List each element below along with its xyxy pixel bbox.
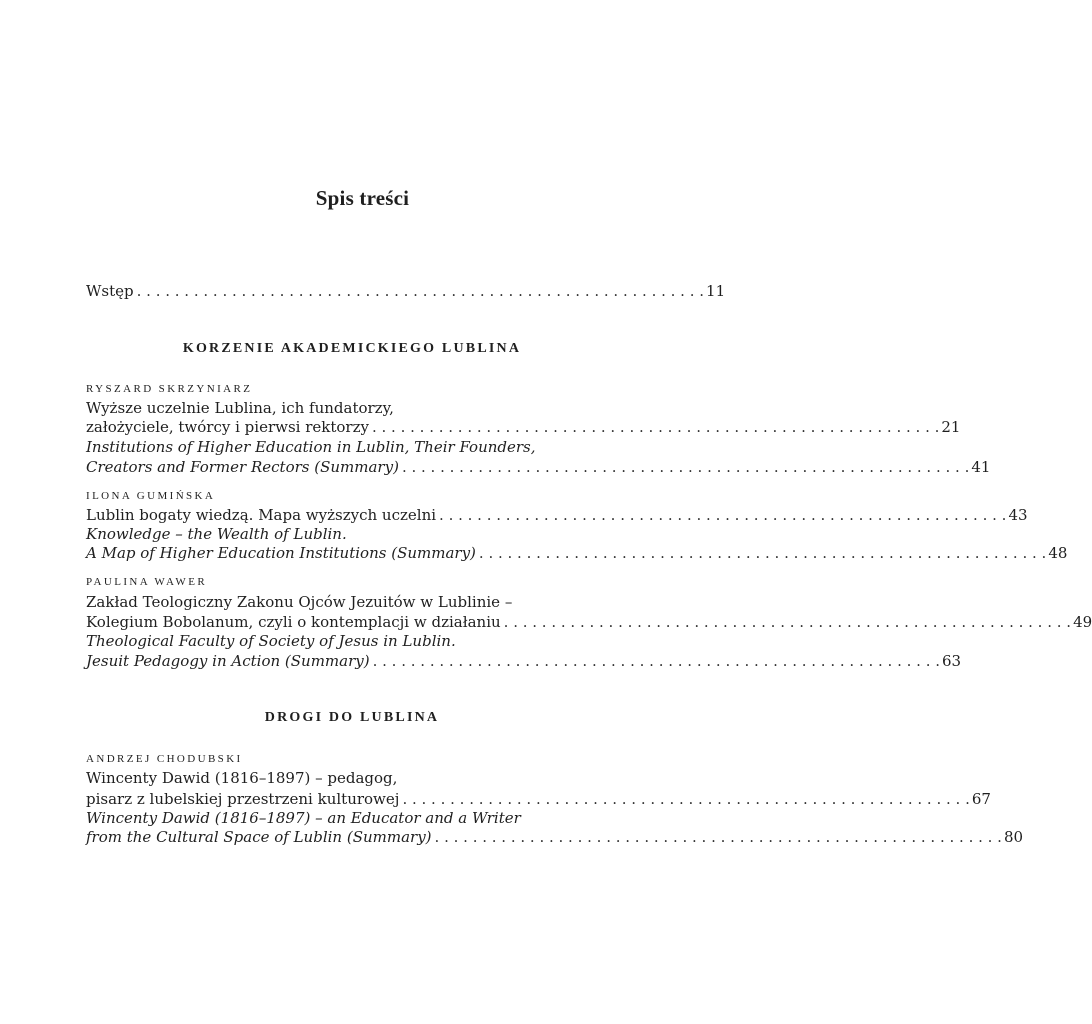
leader-dots: . . . . . . . . . . . . . . . . . . . . . . . . . . . . . . . . . . . . . . . . . . . . . . . . . . . . . . . . . . . . <box>434 828 1002 846</box>
toc-summary[interactable] <box>86 828 1024 847</box>
page-number: 43 <box>1008 506 1028 524</box>
entry-title: Wincenty Dawid (1816–1897) – pedagog, <box>86 769 398 787</box>
summary-title: Theological Faculty of Society of Jesus in Lublin. <box>86 632 456 650</box>
toc-entry[interactable] <box>86 418 961 437</box>
leader-dots: . . . . . . . . . . . . . . . . . . . . . . . . . . . . . . . . . . . . . . . . . . . . . . . . . . . . . . . . . . . . <box>478 544 1047 562</box>
toc-summary[interactable] <box>86 458 991 477</box>
summary-label: (Summary) <box>284 652 370 670</box>
leader-dots: . . . . . . . . . . . . . . . . . . . . . . . . . . . . . . . . . . . . . . . . . . . . . . . . . . . . . . . . . . . . <box>402 790 970 808</box>
summary-title: A Map of Higher Education Institutions <box>86 544 387 562</box>
summary-title: Institutions of Higher Education in Lublin, Their Founders, <box>86 438 536 456</box>
summary-title: Creators and Former Rectors <box>86 458 310 476</box>
toc-summary[interactable] <box>86 544 1068 563</box>
summary-title: Wincenty Dawid (1816–1897) – an Educator and a Writer <box>86 809 521 827</box>
toc-entry[interactable] <box>86 506 1028 525</box>
summary-label: (Summary) <box>346 828 432 846</box>
leader-dots: . . . . . . . . . . . . . . . . . . . . . . . . . . . . . . . . . . . . . . . . . . . . . . . . . . . . . . . . . . . . <box>439 506 1007 524</box>
entry-title: Zakład Teologiczny Zakonu Ojców Jezuitów w Lublinie – <box>86 593 513 611</box>
section-heading: DROGI DO LUBLINA <box>264 710 440 725</box>
page-number: 11 <box>706 282 726 300</box>
author-name: ILONA GUMIŃSKA <box>86 490 216 502</box>
leader-dots: . . . . . . . . . . . . . . . . . . . . . . . . . . . . . . . . . . . . . . . . . . . . . . . . . . . . . . . . . . . . <box>372 652 941 670</box>
page-number: 41 <box>971 458 991 476</box>
summary-label: (Summary) <box>391 544 476 562</box>
toc-entry-intro[interactable] <box>86 282 726 301</box>
page-number: 67 <box>971 790 991 808</box>
summary-title: Knowledge – the Wealth of Lublin. <box>86 525 347 543</box>
toc-entry[interactable] <box>86 790 991 809</box>
leader-dots: . . . . . . . . . . . . . . . . . . . . . . . . . . . . . . . . . . . . . . . . . . . . . . . . . . . . . . . . . . . . <box>401 458 970 476</box>
page-number: 49 <box>1073 613 1092 631</box>
page-number: 80 <box>1003 828 1024 846</box>
summary-title: from the Cultural Space of Lublin <box>86 828 343 846</box>
author-name: ANDRZEJ CHODUBSKI <box>86 753 243 765</box>
leader-dots: . . . . . . . . . . . . . . . . . . . . . . . . . . . . . . . . . . . . . . . . . . . . . . . . . . . . . . . . . . . . <box>503 613 1072 631</box>
page-title: Spis treści <box>315 186 410 210</box>
entry-title: Wstęp <box>86 282 134 300</box>
entry-title: Lublin bogaty wiedzą. Mapa wyższych uczelni <box>86 506 437 524</box>
page-number: 48 <box>1048 544 1068 562</box>
entry-title: pisarz z lubelskiej przestrzeni kulturowej <box>86 790 400 808</box>
summary-title: Jesuit Pedagogy in Action <box>86 652 281 670</box>
entry-title: Kolegium Bobolanum, czyli o kontemplacji w działaniu <box>86 613 501 631</box>
leader-dots: . . . . . . . . . . . . . . . . . . . . . . . . . . . . . . . . . . . . . . . . . . . . . . . . . . . . . . . . . . . . <box>371 418 940 436</box>
toc-entry[interactable] <box>86 613 1092 632</box>
author-name: PAULINA WAWER <box>86 576 208 588</box>
page-number: 63 <box>942 652 962 670</box>
page-number: 21 <box>941 418 961 436</box>
entry-title: Wyższe uczelnie Lublina, ich fundatorzy, <box>86 399 394 417</box>
leader-dots: . . . . . . . . . . . . . . . . . . . . . . . . . . . . . . . . . . . . . . . . . . . . . . . . . . . . . . . . . . . . <box>136 282 705 300</box>
entry-title: założyciele, twórcy i pierwsi rektorzy <box>86 418 369 436</box>
toc-summary[interactable] <box>86 652 962 671</box>
section-heading: KORZENIE AKADEMICKIEGO LUBLINA <box>182 341 522 356</box>
summary-label: (Summary) <box>314 458 399 476</box>
author-name: RYSZARD SKRZYNIARZ <box>86 383 253 395</box>
